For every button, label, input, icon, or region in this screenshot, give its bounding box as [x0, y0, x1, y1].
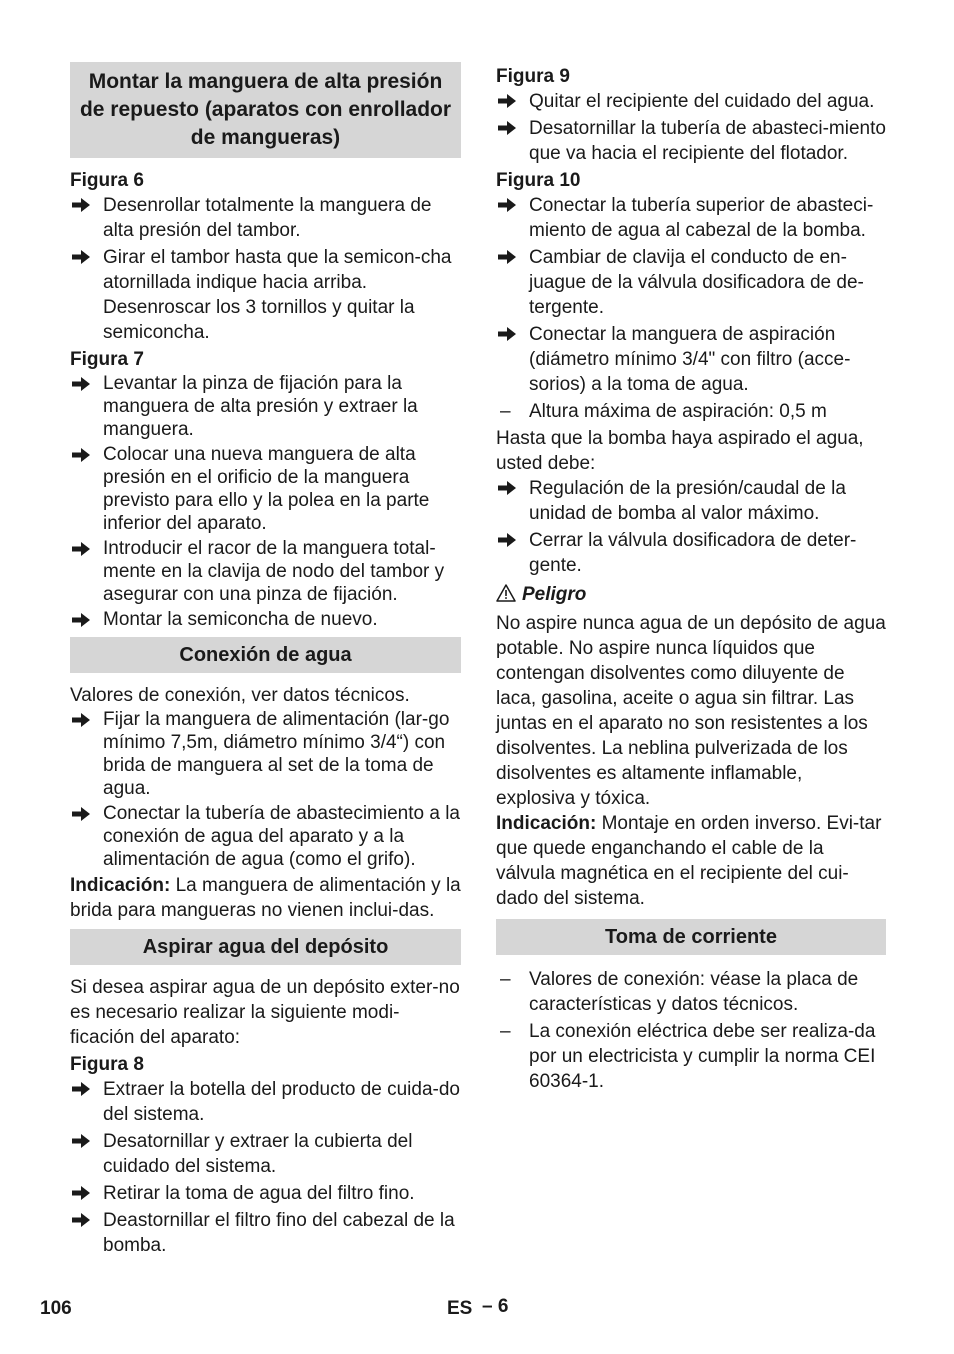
list-item-text: Introducir el racor de la manguera total-mente en la clavija de nodo del tambor y asegurar con una pinza de fijación. [103, 538, 445, 605]
section-heading-power: Toma de corriente [496, 919, 886, 955]
figure-10-label: Figura 10 [496, 170, 581, 191]
list-item-text: Conectar la tubería superior de abasteci-miento de agua al cabezal de la bomba. [529, 195, 874, 241]
arrow-right-icon [498, 327, 516, 341]
note-label: Indicación: [70, 875, 171, 896]
arrow-right-icon [72, 1134, 90, 1148]
section-heading-replace-hose: Montar la manguera de alta presión de repuesto (aparatos con enrollador de mangueras) [70, 62, 461, 158]
dash-icon: – [500, 1021, 511, 1042]
list-item-text: Deastornillar el filtro fino del cabezal de la bomba. [103, 1210, 455, 1256]
list-item-text: Conectar la tubería de abastecimiento a la conexión de agua del aparato y a la alimentación de agua (como el grifo). [103, 803, 460, 870]
right-column [496, 62, 886, 1096]
dash-item-text: Altura máxima de aspiración: 0,5 m [529, 401, 827, 422]
arrow-right-icon [498, 198, 516, 212]
list-item [496, 476, 886, 526]
until-text: Hasta que la bomba haya aspirado el agua, usted debe: [496, 428, 864, 474]
arrow-right-icon [72, 448, 90, 462]
list-item-text: Quitar el recipiente del cuidado del agua. [529, 91, 875, 112]
arrow-right-icon [498, 250, 516, 264]
list-item [70, 1129, 461, 1179]
list-item-text: Desatornillar la tubería de abasteci-miento que va hacia el recipiente del flotador. [529, 118, 886, 164]
list-item-text: Extraer la botella del producto de cuida-do del sistema. [103, 1079, 461, 1125]
list-item [70, 802, 461, 871]
note-text: Montaje en orden inverso. Evi-tar que quede enganchando el cable de la válvula magnética en el recipiente del cui-dado del sistema. [496, 813, 882, 909]
arrow-right-icon [498, 481, 516, 495]
arrow-right-icon [72, 198, 90, 212]
figure-6-label: Figura 6 [70, 170, 144, 191]
arrow-right-icon [498, 121, 516, 135]
arrow-right-icon [72, 250, 90, 264]
figure-8-label: Figura 8 [70, 1054, 144, 1075]
list-item [70, 1208, 461, 1258]
list-item-text: Conectar la manguera de aspiración (diámetro mínimo 3/4" con filtro (acce-sorios) a la toma de agua. [529, 324, 851, 395]
list-item-text: Cerrar la válvula dosificadora de deter-gente. [529, 530, 857, 576]
list-item [70, 372, 461, 441]
arrow-right-icon [72, 1186, 90, 1200]
list-item-text: La conexión eléctrica debe ser realiza-da por un electricista y cumplir la norma CEI 60364-1. [529, 1021, 876, 1092]
list-item-text: Colocar una nueva manguera de alta presión en el orificio de la manguera previsto para ello y la polea en la parte inferior del aparato. [103, 444, 430, 534]
list-item [496, 193, 886, 243]
list-item [70, 1181, 461, 1206]
note-label: Indicación: [496, 813, 597, 834]
section-heading-water-connection: Conexión de agua [70, 637, 461, 673]
page-number: 106 [40, 1298, 72, 1319]
page-sub-number: – 6 [482, 1296, 509, 1317]
list-item [70, 537, 461, 606]
list-item [70, 193, 461, 243]
list-item-text: Cambiar de clavija el conducto de en-juague de la válvula dosificadora de de-tergente. [529, 247, 864, 318]
danger-text: No aspire nunca agua de un depósito de agua potable. No aspire nunca líquidos que contengan disolventes como diluyente de laca, gasolina, aceite o agua sin filtrar. Las juntas en el aparato no son resistentes a los disolventes. La neblina pulverizada de los disolventes es altamente inflamable, explosiva y tóxica. [496, 613, 886, 809]
list-item-text: Montar la semiconcha de nuevo. [103, 609, 378, 630]
language-code: ES [447, 1298, 473, 1319]
arrow-right-icon [72, 713, 90, 727]
list-item [496, 89, 886, 114]
arrow-right-icon [72, 1082, 90, 1096]
power-items [496, 967, 886, 1094]
note-hose [70, 873, 461, 923]
list-item [70, 245, 461, 345]
list-item-text: Levantar la pinza de fijación para la manguera de alta presión y extraer la manguera. [103, 373, 418, 440]
warning-triangle-icon [496, 584, 516, 602]
arrow-right-icon [72, 377, 90, 391]
list-item [70, 1077, 461, 1127]
list-item [496, 967, 886, 1017]
tank-intro: Si desea aspirar agua de un depósito exter-no es necesario realizar la siguiente modi-ficación del aparato: [70, 977, 460, 1048]
danger-heading [496, 582, 886, 607]
water-steps [70, 708, 461, 871]
list-item-text: Desatornillar y extraer la cubierta del cuidado del sistema. [103, 1131, 413, 1177]
list-item [496, 245, 886, 320]
list-item-text: Retirar la toma de agua del filtro fino. [103, 1183, 415, 1204]
arrow-right-icon [72, 542, 90, 556]
list-item-text: Valores de conexión: véase la placa de características y datos técnicos. [529, 969, 859, 1015]
list-item-text: Girar el tambor hasta que la semicon-cha atornillada indique hacia arriba. Desenroscar los 3 tornillos y quitar la semiconcha. [103, 247, 452, 343]
arrow-right-icon [72, 1213, 90, 1227]
arrow-right-icon [498, 94, 516, 108]
list-item-text: Fijar la manguera de alimentación (lar-go mínimo 7,5m, diámetro mínimo 3/4“) con brida de manguera al set de la toma de agua. [103, 709, 450, 799]
list-item [70, 608, 461, 631]
figure-9-steps [496, 89, 886, 166]
arrow-right-icon [498, 533, 516, 547]
list-item [496, 116, 886, 166]
figure-6-steps [70, 193, 461, 345]
danger-label: Peligro [522, 584, 587, 605]
figure-7-steps [70, 372, 461, 631]
list-item-text: Regulación de la presión/caudal de la unidad de bomba al valor máximo. [529, 478, 846, 524]
list-item [70, 708, 461, 800]
section-heading-tank-suction: Aspirar agua del depósito [70, 929, 461, 965]
figure-7-label: Figura 7 [70, 349, 144, 370]
until-steps [496, 476, 886, 578]
figure-10-steps [496, 193, 886, 397]
list-item [496, 1019, 886, 1094]
dash-icon: – [500, 969, 511, 990]
list-item [496, 322, 886, 397]
list-item [70, 443, 461, 535]
water-intro: Valores de conexión, ver datos técnicos. [70, 685, 410, 706]
dash-item [496, 399, 886, 424]
left-column [70, 62, 461, 1260]
list-item [496, 528, 886, 578]
arrow-right-icon [72, 807, 90, 821]
list-item-text: Desenrollar totalmente la manguera de alta presión del tambor. [103, 195, 432, 241]
figure-9-label: Figura 9 [496, 66, 570, 87]
dash-icon: – [500, 401, 511, 422]
note-text: La manguera de alimentación y la brida para mangueras no vienen inclui-das. [70, 875, 461, 921]
figure-8-steps [70, 1077, 461, 1258]
arrow-right-icon [72, 613, 90, 627]
note-assembly [496, 811, 886, 911]
